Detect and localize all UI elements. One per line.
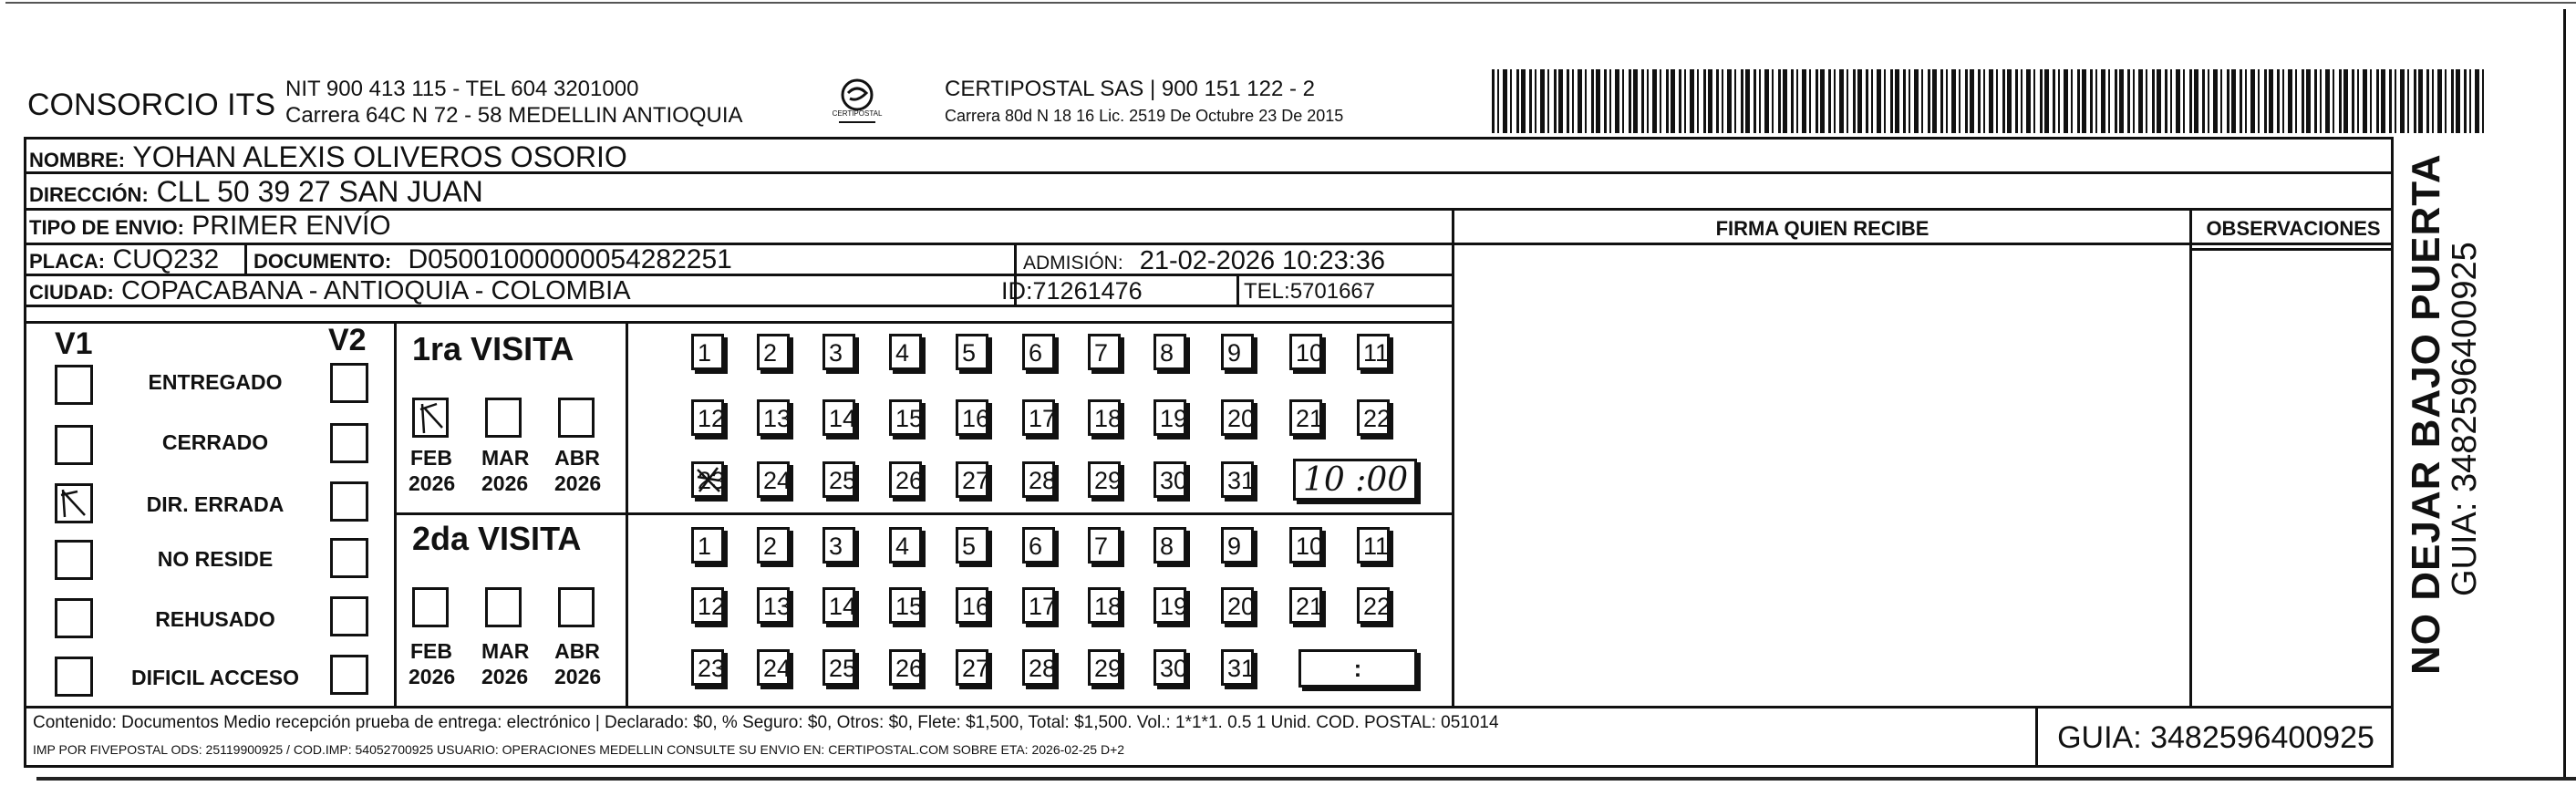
visit2-day-box[interactable]: 5 bbox=[956, 527, 988, 564]
visit1-day-box[interactable]: 20 bbox=[1221, 399, 1254, 436]
visit2-day-box[interactable]: 6 bbox=[1022, 527, 1055, 564]
v1-checkbox-dir-errada[interactable] bbox=[55, 483, 93, 523]
visit2-day-box[interactable]: 2 bbox=[757, 527, 790, 564]
visit2-day-box[interactable]: 20 bbox=[1221, 587, 1254, 624]
visit2-month-feb bbox=[409, 638, 454, 689]
visit2-day-box[interactable]: 31 bbox=[1221, 649, 1254, 686]
tipo-row bbox=[29, 211, 391, 242]
footer-contenido: Contenido: Documentos Medio recepción prueba de entrega: electrónico | Declarado: $0, % Seguro: $0, Otros: $0, Flete: $1,500, Total: $1,500. Vol.: 1*1*1. 0.5 1 Unid. COD. POSTAL: 051014 bbox=[33, 713, 1499, 732]
visit2-day-box[interactable]: 27 bbox=[956, 649, 988, 686]
visit1-day-box[interactable]: 22 bbox=[1357, 399, 1390, 436]
visit1-day-box[interactable]: 24 bbox=[757, 461, 790, 498]
direccion-label: DIRECCIÓN: bbox=[29, 183, 149, 206]
top-rule bbox=[5, 2, 2576, 4]
month-year: 2026 bbox=[409, 471, 456, 495]
month-year: 2026 bbox=[409, 665, 456, 688]
visit2-title: 2da VISITA bbox=[412, 520, 582, 557]
v1-checkbox-entregado[interactable] bbox=[55, 365, 93, 405]
barcode bbox=[1492, 69, 2486, 133]
v2-checkbox-rehusado[interactable] bbox=[330, 596, 368, 636]
footer-guia: GUIA: 3482596400925 bbox=[2057, 720, 2374, 755]
month-year: 2026 bbox=[554, 665, 602, 688]
visit2-day-box[interactable]: 4 bbox=[889, 527, 922, 564]
visit1-month-box-abr[interactable] bbox=[558, 398, 595, 438]
ciudad-label: CIUDAD: bbox=[29, 281, 114, 304]
company-name: CONSORCIO ITS bbox=[27, 88, 276, 122]
visit2-day-box[interactable]: 25 bbox=[822, 649, 855, 686]
visit1-day-box[interactable]: 25 bbox=[822, 461, 855, 498]
visit2-day-box[interactable]: 22 bbox=[1357, 587, 1390, 624]
month-year: 2026 bbox=[481, 471, 529, 495]
v2-checkbox-dificil-acceso[interactable] bbox=[330, 655, 368, 695]
option-no-reside: NO RESIDE bbox=[157, 547, 274, 571]
visit1-day-box[interactable]: 6 bbox=[1022, 334, 1055, 370]
month-name: ABR bbox=[554, 639, 600, 663]
col-obs-line bbox=[2189, 208, 2192, 706]
documento-value: D05001000000054282251 bbox=[408, 244, 732, 274]
visit1-day-box[interactable]: 4 bbox=[889, 334, 922, 370]
certipostal-line: CERTIPOSTAL SAS | 900 151 122 - 2 bbox=[945, 77, 1315, 101]
v2-checkbox-cerrado[interactable] bbox=[330, 423, 368, 463]
visit1-day-box[interactable]: 9 bbox=[1221, 334, 1254, 370]
visit2-month-box-mar[interactable] bbox=[485, 587, 522, 627]
option-entregado: ENTREGADO bbox=[148, 370, 283, 394]
tipo-value: PRIMER ENVÍO bbox=[191, 211, 391, 241]
firma-header: FIRMA QUIEN RECIBE bbox=[1715, 217, 1929, 240]
visit2-day-box[interactable]: 7 bbox=[1088, 527, 1121, 564]
visit1-day-box-marked[interactable]: 23 bbox=[691, 461, 724, 498]
visit1-day-box[interactable]: 8 bbox=[1154, 334, 1186, 370]
month-year: 2026 bbox=[481, 665, 529, 688]
documento-row bbox=[253, 244, 732, 275]
visit1-time: 10 :00 bbox=[1303, 461, 1409, 499]
visit2-day-box[interactable]: 15 bbox=[889, 587, 922, 624]
visit2-day-box[interactable]: 30 bbox=[1154, 649, 1186, 686]
nombre-value: YOHAN ALEXIS OLIVEROS OSORIO bbox=[132, 140, 627, 173]
visit1-day-box[interactable]: 16 bbox=[956, 399, 988, 436]
option-dir-errada: DIR. ERRADA bbox=[146, 492, 284, 516]
visit1-day-box[interactable]: 26 bbox=[889, 461, 922, 498]
visit2-day-box[interactable]: 14 bbox=[822, 587, 855, 624]
visit1-day-box[interactable]: 10 bbox=[1289, 334, 1322, 370]
placa-label: PLACA: bbox=[29, 250, 106, 273]
row-line bbox=[24, 321, 1454, 324]
visit1-day-box[interactable]: 12 bbox=[691, 399, 724, 436]
tel-label: TEL: bbox=[1244, 279, 1290, 304]
tel-row bbox=[1244, 279, 1375, 305]
visit2-day-box[interactable]: 12 bbox=[691, 587, 724, 624]
visit1-day-box[interactable]: 7 bbox=[1088, 334, 1121, 370]
visit2-day-box[interactable]: 1 bbox=[691, 527, 724, 564]
guia-sep bbox=[2035, 706, 2038, 768]
visit2-day-box[interactable]: 13 bbox=[757, 587, 790, 624]
visit2-day-box[interactable]: 9 bbox=[1221, 527, 1254, 564]
v2-checkbox-entregado[interactable] bbox=[330, 363, 368, 403]
visit1-day-box[interactable]: 29 bbox=[1088, 461, 1121, 498]
month-name: FEB bbox=[410, 446, 452, 470]
visit2-day-box[interactable]: 28 bbox=[1022, 649, 1055, 686]
side-line2: GUIA: 3482596400925 bbox=[2446, 242, 2484, 596]
option-dificil-acceso: DIFICIL ACCESO bbox=[130, 666, 299, 689]
side-line1: NO DEJAR BAJO PUERTA bbox=[2404, 153, 2448, 675]
v1-checkbox-rehusado[interactable] bbox=[55, 598, 93, 638]
months-sep bbox=[626, 321, 628, 706]
visit2-day-box[interactable]: 10 bbox=[1289, 527, 1322, 564]
visit1-month-box-feb[interactable] bbox=[412, 398, 449, 438]
visit1-month-box-mar[interactable] bbox=[485, 398, 522, 438]
visit2-day-box[interactable]: 21 bbox=[1289, 587, 1322, 624]
status-sep bbox=[394, 321, 397, 706]
admision-row bbox=[1023, 246, 1385, 276]
ciudad-value: COPACABANA - ANTIOQUIA - COLOMBIA bbox=[120, 276, 631, 305]
direccion-value: CLL 50 39 27 SAN JUAN bbox=[156, 175, 483, 208]
month-name: MAR bbox=[481, 446, 530, 470]
v2-checkbox-no-reside[interactable] bbox=[330, 538, 368, 578]
visit1-title: 1ra VISITA bbox=[412, 330, 574, 367]
month-year: 2026 bbox=[554, 471, 602, 495]
documento-label: DOCUMENTO: bbox=[253, 250, 392, 273]
nombre-label: NOMBRE: bbox=[29, 149, 126, 171]
visit2-day-box[interactable]: 19 bbox=[1154, 587, 1186, 624]
visit1-day-box[interactable]: 15 bbox=[889, 399, 922, 436]
placa-value: CUQ232 bbox=[112, 244, 220, 274]
visit1-day-box[interactable]: 28 bbox=[1022, 461, 1055, 498]
visit2-day-box[interactable]: 24 bbox=[757, 649, 790, 686]
visit1-day-box[interactable]: 14 bbox=[822, 399, 855, 436]
v1-checkbox-dificil-acceso[interactable] bbox=[55, 657, 93, 697]
tel-value: 5701667 bbox=[1289, 279, 1376, 304]
col-firma-line bbox=[1452, 208, 1454, 706]
visit1-month-mar bbox=[481, 445, 530, 496]
id-row bbox=[1001, 277, 1143, 305]
visit2-day-box[interactable]: 3 bbox=[822, 527, 855, 564]
logo-text: CERTIPOSTAL bbox=[832, 109, 883, 118]
address-line: Carrera 64C N 72 - 58 MEDELLIN ANTIOQUIA bbox=[285, 103, 743, 128]
month-name: MAR bbox=[481, 639, 530, 663]
visit2-day-box[interactable]: 11 bbox=[1357, 527, 1390, 564]
visit2-time-box[interactable] bbox=[1298, 649, 1417, 688]
visit1-day-box[interactable]: 3 bbox=[822, 334, 855, 370]
visit1-day-box[interactable]: 19 bbox=[1154, 399, 1186, 436]
nombre-row bbox=[29, 140, 627, 174]
visit2-month-box-abr[interactable] bbox=[558, 587, 595, 627]
visit1-day-box[interactable]: 31 bbox=[1221, 461, 1254, 498]
placa-row bbox=[29, 244, 219, 275]
admision-value: 21-02-2026 10:23:36 bbox=[1139, 246, 1386, 275]
tipo-label: TIPO DE ENVIO: bbox=[29, 216, 184, 239]
visit1-month-feb bbox=[409, 445, 454, 496]
v1-checkbox-no-reside[interactable] bbox=[55, 540, 93, 580]
visit2-day-box[interactable]: 8 bbox=[1154, 527, 1186, 564]
observaciones-header: OBSERVACIONES bbox=[2206, 217, 2381, 240]
visit2-day-box[interactable]: 18 bbox=[1088, 587, 1121, 624]
v2-checkbox-dir-errada[interactable] bbox=[330, 481, 368, 522]
visit1-month-abr bbox=[554, 445, 600, 496]
visit2-month-abr bbox=[554, 638, 600, 689]
obs-header-line bbox=[2189, 248, 2394, 251]
license-line: Carrera 80d N 18 16 Lic. 2519 De Octubre 23 De 2015 bbox=[945, 107, 1344, 125]
visit1-day-box[interactable]: 21 bbox=[1289, 399, 1322, 436]
visit2-day-box[interactable]: 23 bbox=[691, 649, 724, 686]
footer-imp: IMP POR FIVEPOSTAL ODS: 25119900925 / COD.IMP: 54052700925 USUARIO: OPERACIONES MEDELLIN CONSULTE SU ENVIO EN: CERTIPOSTAL.COM SOBRE ETA: 2026-02-25 D+2 bbox=[33, 742, 1125, 757]
certipostal-logo bbox=[830, 75, 885, 129]
visit1-day-box[interactable]: 2 bbox=[757, 334, 790, 370]
visit2-month-box-feb[interactable] bbox=[412, 587, 449, 627]
month-name: FEB bbox=[410, 639, 452, 663]
visit1-time-box[interactable] bbox=[1293, 459, 1417, 501]
month-name: ABR bbox=[554, 446, 600, 470]
nit-line: NIT 900 413 115 - TEL 604 3201000 bbox=[285, 77, 639, 101]
id-label: ID: bbox=[1001, 277, 1033, 305]
ciudad-row bbox=[29, 276, 631, 306]
visit1-day-box[interactable]: 18 bbox=[1088, 399, 1121, 436]
visit2-time: : bbox=[1353, 655, 1362, 682]
visit1-day-box[interactable]: 30 bbox=[1154, 461, 1186, 498]
visit-divider bbox=[396, 512, 1454, 515]
checkmark-scribble-icon bbox=[694, 464, 723, 497]
v2-label: V2 bbox=[328, 323, 367, 357]
tel-sep bbox=[1236, 274, 1239, 305]
visit1-day-box[interactable]: 5 bbox=[956, 334, 988, 370]
bottom-rule bbox=[36, 777, 2576, 781]
visit2-month-mar bbox=[481, 638, 530, 689]
right-rule bbox=[2563, 9, 2566, 781]
option-cerrado: CERRADO bbox=[161, 430, 269, 454]
visit2-day-box[interactable]: 16 bbox=[956, 587, 988, 624]
direccion-row bbox=[29, 175, 483, 209]
visit1-day-box[interactable]: 13 bbox=[757, 399, 790, 436]
visit2-day-box[interactable]: 29 bbox=[1088, 649, 1121, 686]
visit1-day-box[interactable]: 17 bbox=[1022, 399, 1055, 436]
id-value: 71261476 bbox=[1032, 277, 1143, 305]
visit1-day-box[interactable]: 1 bbox=[691, 334, 724, 370]
placa-sep bbox=[244, 243, 247, 274]
footer-line bbox=[24, 706, 2394, 708]
v1-checkbox-cerrado[interactable] bbox=[55, 425, 93, 465]
visit1-day-box[interactable]: 11 bbox=[1357, 334, 1390, 370]
visit1-day-box[interactable]: 27 bbox=[956, 461, 988, 498]
admision-label: ADMISIÓN: bbox=[1023, 253, 1123, 274]
v1-label: V1 bbox=[55, 326, 93, 361]
side-notice bbox=[2404, 153, 2485, 675]
option-rehusado: REHUSADO bbox=[155, 607, 275, 631]
visit2-day-box[interactable]: 17 bbox=[1022, 587, 1055, 624]
visit2-day-box[interactable]: 26 bbox=[889, 649, 922, 686]
